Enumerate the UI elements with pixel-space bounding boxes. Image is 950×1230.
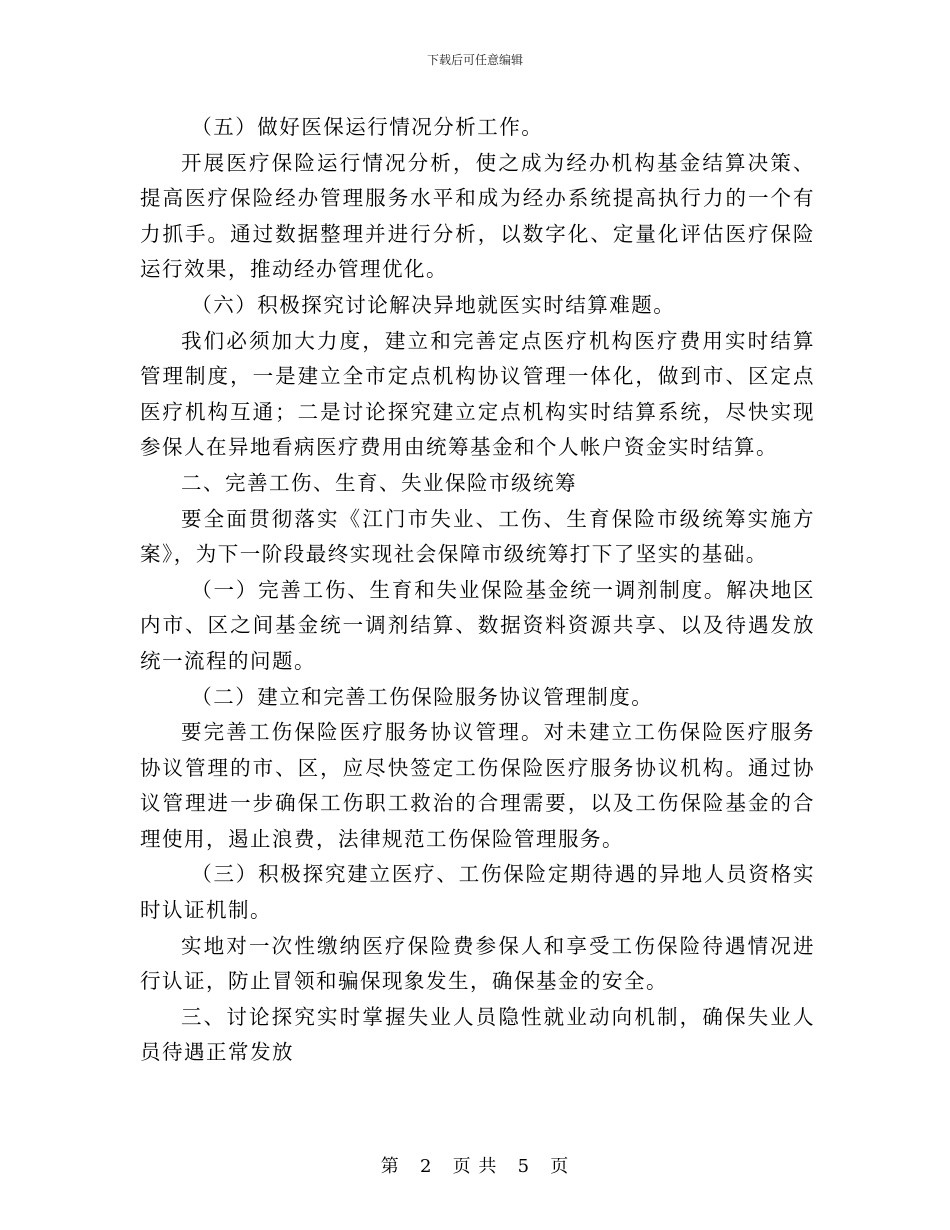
- section-heading-6: （六）积极探究讨论解决异地就医实时结算难题。: [191, 292, 676, 317]
- footer-prefix: 第: [380, 1156, 400, 1177]
- footer-middle: 页 共: [452, 1156, 498, 1177]
- body-paragraph: 我们必须加大力度，建立和完善定点医疗机构医疗费用实时结算管理制度，一是建立全市定点机构协议管理一体化，做到市、区定点医疗机构互通；二是讨论探究建立定点机构实时结算系统，尽快实现参保人在异地看病医疗费用由统筹基金和个人帐户资金实时结算。: [140, 328, 815, 460]
- current-page-number: 2: [419, 1156, 433, 1177]
- body-paragraph: 实地对一次性缴纳医疗保险费参保人和享受工伤保险待遇情况进行认证，防止冒领和骗保现象发生，确保基金的安全。: [140, 933, 815, 994]
- subsection-3: （三）积极探究建立医疗、工伤保险定期待遇的异地人员资格实时认证机制。: [140, 862, 815, 923]
- body-paragraph: 开展医疗保险运行情况分析，使之成为经办机构基金结算决策、提高医疗保险经办管理服务水平和成为经办系统提高执行力的一个有力抓手。通过数据整理并进行分析，以数字化、定量化评估医疗保险运行效果，推动经办管理优化。: [140, 150, 815, 282]
- page-header: 下载后可任意编辑: [426, 53, 523, 67]
- footer-suffix: 页: [550, 1156, 570, 1177]
- section-heading-3: 三、讨论探究实时掌握失业人员隐性就业动向机制，确保失业人员待遇正常发放: [140, 1004, 815, 1065]
- page-footer: [0, 1155, 950, 1179]
- section-heading-5: （五）做好医保运行情况分析工作。: [191, 115, 544, 139]
- subsection-2: （二）建立和完善工伤保险服务协议管理制度。: [191, 684, 654, 709]
- body-paragraph: 要完善工伤保险医疗服务协议管理。对未建立工伤保险医疗服务协议管理的市、区，应尽快签定工伤保险医疗服务协议机构。通过协议管理进一步确保工伤职工救治的合理需要，以及工伤保险基金的合理使用，遏止浪费，法律规范工伤保险管理服务。: [140, 720, 815, 851]
- document-body: [140, 110, 815, 1071]
- body-paragraph: 要全面贯彻落实《江门市失业、工伤、生育保险市级统筹实施方案》，为下一阶段最终实现社会保障市级统筹打下了坚实的基础。: [140, 506, 815, 567]
- subsection-1: （一）完善工伤、生育和失业保险基金统一调剂制度。解决地区内市、区之间基金统一调剂结算、数据资料资源共享、以及待遇发放统一流程的问题。: [140, 577, 815, 673]
- section-heading-2: 二、完善工伤、生育、失业保险市级统筹: [181, 470, 577, 495]
- total-page-count: 5: [517, 1156, 531, 1177]
